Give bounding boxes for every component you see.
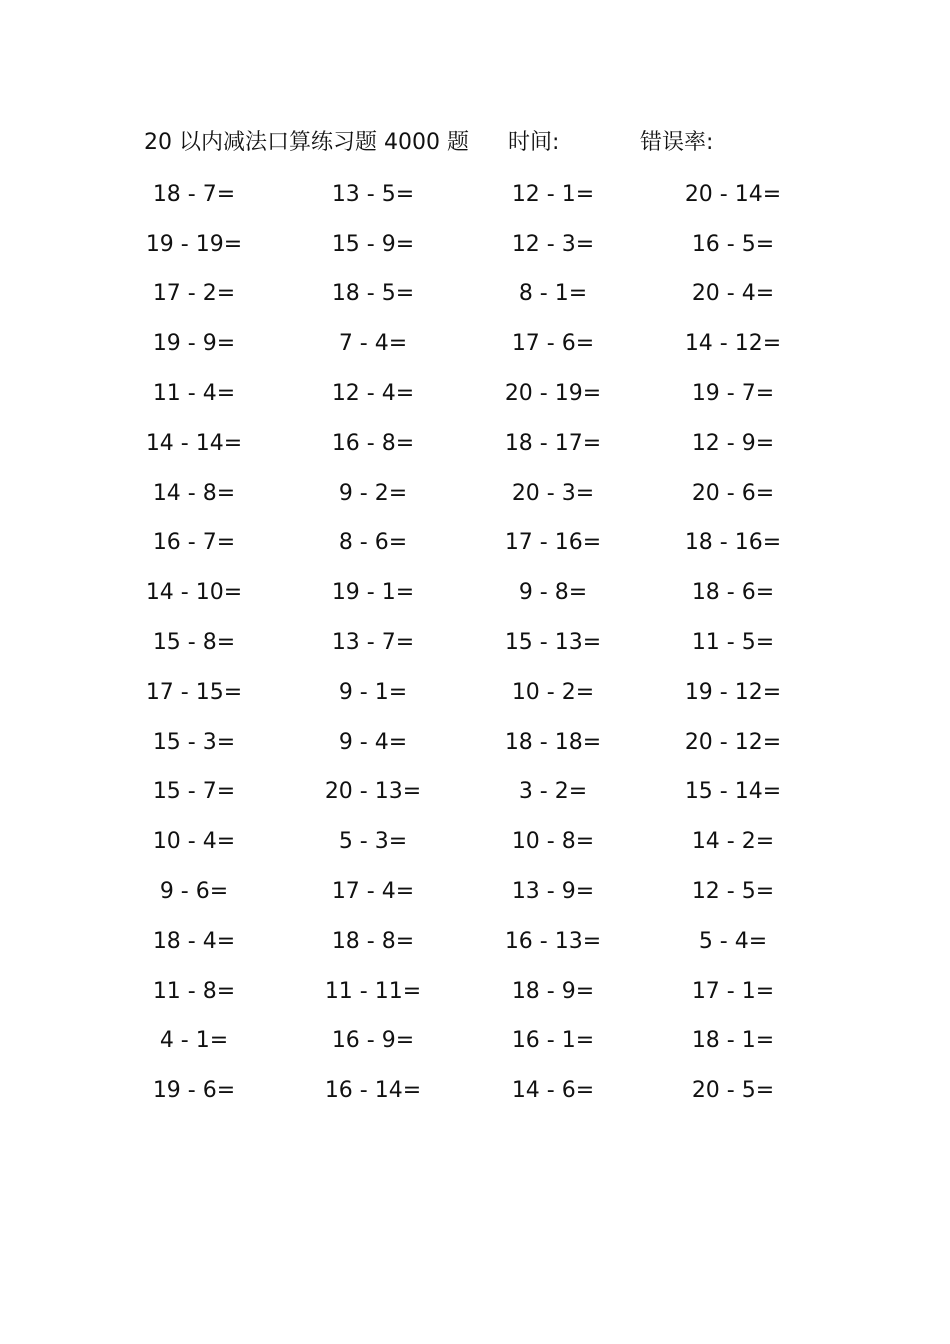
- subtraction-problem: 18 - 9=: [511, 978, 595, 1004]
- subtraction-problem: 20 - 19=: [504, 381, 602, 407]
- subtraction-problem: 10 - 2=: [511, 679, 595, 705]
- subtraction-problem: 15 - 14=: [684, 779, 782, 805]
- subtraction-problem: 5 - 3=: [338, 829, 408, 855]
- subtraction-problem: 18 - 5=: [331, 281, 415, 307]
- subtraction-problem: 12 - 4=: [331, 381, 415, 407]
- subtraction-problem: 12 - 1=: [511, 181, 595, 207]
- subtraction-problem: 3 - 2=: [518, 779, 588, 805]
- worksheet-header: [144, 125, 844, 161]
- subtraction-problem: 19 - 7=: [691, 381, 775, 407]
- problem-row: [135, 1066, 815, 1116]
- error-rate-label: 错误率:: [640, 130, 714, 155]
- subtraction-problem: 15 - 9=: [331, 231, 415, 257]
- subtraction-problem: 14 - 12=: [684, 331, 782, 357]
- problem-row: [135, 618, 815, 668]
- subtraction-problem: 11 - 11=: [324, 978, 422, 1004]
- subtraction-problem: 17 - 16=: [504, 530, 602, 556]
- subtraction-problem: 14 - 6=: [511, 1078, 595, 1104]
- subtraction-problem: 18 - 7=: [152, 181, 236, 207]
- subtraction-problem: 17 - 1=: [691, 978, 775, 1004]
- subtraction-problem: 12 - 5=: [691, 879, 775, 905]
- subtraction-problem: 9 - 8=: [518, 580, 588, 606]
- subtraction-problem: 10 - 4=: [152, 829, 236, 855]
- problem-row: [135, 768, 815, 818]
- subtraction-problem: 16 - 5=: [691, 231, 775, 257]
- subtraction-problem: 19 - 12=: [684, 679, 782, 705]
- subtraction-problem: 9 - 1=: [338, 679, 408, 705]
- subtraction-problem: 16 - 13=: [504, 928, 602, 954]
- problem-row: [135, 419, 815, 469]
- subtraction-problem: 18 - 6=: [691, 580, 775, 606]
- subtraction-problem: 5 - 4=: [698, 928, 768, 954]
- subtraction-problem: 7 - 4=: [338, 331, 408, 357]
- subtraction-problem: 18 - 18=: [504, 729, 602, 755]
- subtraction-problem: 11 - 8=: [152, 978, 236, 1004]
- subtraction-problem: 4 - 1=: [159, 1028, 229, 1054]
- subtraction-problem: 18 - 1=: [691, 1028, 775, 1054]
- subtraction-problem: 15 - 7=: [152, 779, 236, 805]
- subtraction-problem: 19 - 19=: [145, 231, 243, 257]
- subtraction-problem: 16 - 14=: [324, 1078, 422, 1104]
- problem-row: [135, 469, 815, 519]
- subtraction-problem: 16 - 9=: [331, 1028, 415, 1054]
- problem-row: [135, 867, 815, 917]
- time-label: 时间:: [508, 130, 560, 155]
- subtraction-problem: 18 - 8=: [331, 928, 415, 954]
- problem-row: [135, 817, 815, 867]
- subtraction-problem: 20 - 6=: [691, 480, 775, 506]
- subtraction-problem: 14 - 14=: [145, 430, 243, 456]
- problem-row: [135, 220, 815, 270]
- subtraction-problem: 19 - 1=: [331, 580, 415, 606]
- subtraction-problem: 9 - 6=: [159, 879, 229, 905]
- subtraction-problem: 11 - 5=: [691, 630, 775, 656]
- subtraction-problem: 16 - 7=: [152, 530, 236, 556]
- subtraction-problem: 19 - 6=: [152, 1078, 236, 1104]
- subtraction-problem: 8 - 1=: [518, 281, 588, 307]
- subtraction-problem: 15 - 13=: [504, 630, 602, 656]
- subtraction-problem: 17 - 2=: [152, 281, 236, 307]
- subtraction-problem: 9 - 2=: [338, 480, 408, 506]
- subtraction-problem: 20 - 3=: [511, 480, 595, 506]
- subtraction-problem: 12 - 3=: [511, 231, 595, 257]
- problem-row: [135, 519, 815, 569]
- subtraction-problem: 13 - 5=: [331, 181, 415, 207]
- problem-row: [135, 967, 815, 1017]
- subtraction-problem: 20 - 12=: [684, 729, 782, 755]
- problem-row: [135, 718, 815, 768]
- problem-row: [135, 668, 815, 718]
- subtraction-problem: 8 - 6=: [338, 530, 408, 556]
- subtraction-problem: 17 - 15=: [145, 679, 243, 705]
- subtraction-problem: 20 - 14=: [684, 181, 782, 207]
- problem-row: [135, 319, 815, 369]
- problem-grid: [135, 170, 815, 1116]
- subtraction-problem: 14 - 8=: [152, 480, 236, 506]
- subtraction-problem: 17 - 6=: [511, 331, 595, 357]
- problem-row: [135, 170, 815, 220]
- subtraction-problem: 13 - 9=: [511, 879, 595, 905]
- subtraction-problem: 18 - 17=: [504, 430, 602, 456]
- subtraction-problem: 18 - 4=: [152, 928, 236, 954]
- problem-row: [135, 369, 815, 419]
- subtraction-problem: 20 - 4=: [691, 281, 775, 307]
- subtraction-problem: 10 - 8=: [511, 829, 595, 855]
- subtraction-problem: 15 - 8=: [152, 630, 236, 656]
- subtraction-problem: 19 - 9=: [152, 331, 236, 357]
- subtraction-problem: 14 - 2=: [691, 829, 775, 855]
- subtraction-problem: 15 - 3=: [152, 729, 236, 755]
- worksheet-title: 20 以内减法口算练习题 4000 题: [144, 130, 469, 155]
- subtraction-problem: 13 - 7=: [331, 630, 415, 656]
- subtraction-problem: 12 - 9=: [691, 430, 775, 456]
- subtraction-problem: 16 - 1=: [511, 1028, 595, 1054]
- subtraction-problem: 20 - 5=: [691, 1078, 775, 1104]
- subtraction-problem: 20 - 13=: [324, 779, 422, 805]
- subtraction-problem: 9 - 4=: [338, 729, 408, 755]
- problem-row: [135, 1017, 815, 1067]
- problem-row: [135, 568, 815, 618]
- subtraction-problem: 11 - 4=: [152, 381, 236, 407]
- subtraction-problem: 16 - 8=: [331, 430, 415, 456]
- problem-row: [135, 917, 815, 967]
- subtraction-problem: 18 - 16=: [684, 530, 782, 556]
- problem-row: [135, 270, 815, 320]
- subtraction-problem: 17 - 4=: [331, 879, 415, 905]
- subtraction-problem: 14 - 10=: [145, 580, 243, 606]
